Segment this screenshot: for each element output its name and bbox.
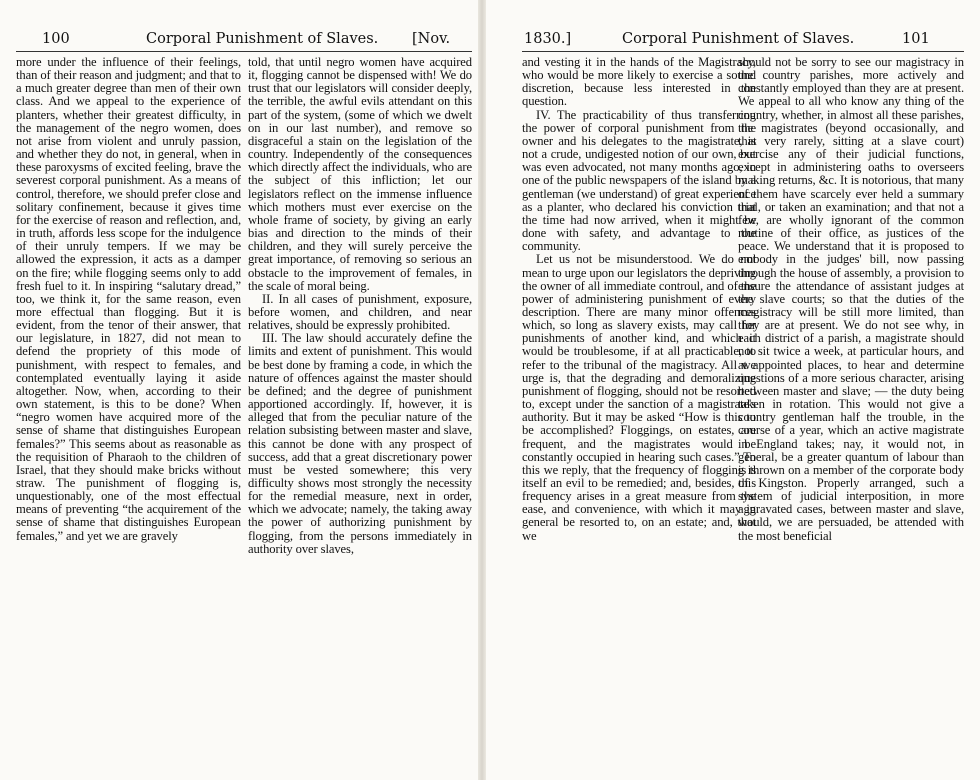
right-page-number: 101 [902,31,930,47]
right-column-1-text: and vesting it in the hands of the Magistracy, who would be more likely to exercise a sound discretion, because less interested in the question. [522,56,756,109]
right-running-title: Corporal Punishment of Slaves. [622,31,855,47]
right-column-1-paragraph-3: Let us not be misunderstood. We do not mean to urge upon our legislators the depriving the owner of all immediate controul, and of the power of administering punishment of every description. There are many minor offences which, so long as slavery exists, may call for punishments of another kind, and which it would be troublesome, if at all practicable, to refer to the tribunal of the magistracy. All we urge is, that the degrading and demoralizing punishment of flogging, should not be resorted to, except under the sanction of a magistrate's authority. But it may be asked “How is this to be accomplished? Floggings, on estates, are frequent, and the magistrates would be constantly occupied in hearing such cases.” To this we reply, that the frequency of flogging is itself an evil to be remedied; and, besides, this frequency arises in a great measure from the ease, and convenience, with which it may in general be resorted to, on an estate; and, that we [522,252,756,543]
left-header-rule [16,51,472,52]
left-column-2-paragraph-2: II. In all cases of punishment, exposure, before women, and children, and near relatives, should be expressly prohibited. [248,291,472,333]
left-column-2 [248,56,472,776]
right-header-rule [522,51,964,52]
left-running-title: Corporal Punishment of Slaves. [146,31,379,47]
left-column-1-text: more under the influence of their feelings, than of their reason and judgment; and that to a much greater degree than men of their own class. And we appeal to the experience of planters, whether their greatest difficulty, in the management of the negro women, does not arise from violent and unruly passion, and whether they do not, in general, when in these paroxysms of excited feeling, brave the severest corporal punishment. As a means of control, therefore, we should prefer close and solitary confinement, because it gives time for the exercise of reason and reflection, and, in truth, affords less scope for the indulgence of their unruly tempers. If we may be allowed the expression, it acts as a damper on the fire; while flogging seems only to add fresh fuel to it. In inspiring “salutary dread,” too, we think it, for the same reason, even more effectual than flogging. But it is evident, from the tenor of their answer, that our legislature, in 1827, did not mean to defend the propriety of this mode of punishment, with respect to females, and contemplated eventually laying it aside altogether. Now, when, according to their own statement, is this to be done? When “negro women have acquired more of the sense of shame that distinguishes European females?” This seems about as reasonable as the requisition of Pharaoh to the children of Israel, that they should make bricks without straw. The punishment of flogging is, unquestionably, one of the most effectual means of preventing “the acquirement of the sense of shame that distinguishes European females,” and yet we are gravely [16,56,241,543]
left-column-1 [16,56,241,776]
right-column-2-text: should not be sorry to see our magistracy in the country parishes, more actively and constantly employed than they are at present. We appeal to all who know any thing of the country, whether, in almost all these parishes, the magistrates (beyond occasionally, and that very rarely, sitting at a slave court) exercise any of their judicial functions, except in administering oaths to overseers making returns, &c. It is notorious, that many of them have scarcely ever held a summary trial, or taken an examination; and that not a few, are wholly ignorant of the common routine of their office, as justices of the peace. We understand that it is proposed to embody in the judges' bill, now passing through the house of assembly, a provision to ensure the attendance of assistant judges at the slave courts; so that the duties of the magistracy will be still more limited, than they are at present. We do not see why, in each district of a parish, a magistrate should not sit twice a week, at particular hours, and at appointed places, to hear and determine questions of a more serious character, arising between master and slave; — the duty being taken in rotation. This would not give a country gentleman half the trouble, in the course of a year, which an active magistrate in England takes; nay, it would not, in general, be a greater quantum of labour than is thrown on a member of the corporate body of Kingston. Properly arranged, such a system of judicial interposition, in more aggravated cases, between master and slave, would, we are persuaded, be attended with the most beneficial [738,56,964,543]
right-column-1 [522,56,756,776]
left-column-2-paragraph-3: III. The law should accurately define the limits and extent of punishment. This would be best done by framing a code, in which the nature of offences against the master should be defined; and the degree of punishment apportioned accordingly. If, however, it is alleged that from the peculiar nature of the relation subsisting between master and slave, this cannot be done with any prospect of success, add that a great discretionary power must be vested somewhere; this very difficulty shows most strongly the necessity for the remedial measure, next in order, which we advocate; namely, the taking away the power of authorizing punishment by flogging, from the persons immediately in authority over slaves, [248,331,472,556]
right-column-1-paragraph-2: IV. The practicability of thus transferring the power of corporal punishment from the owner and his delegates to the magistrate, is not a crude, undigested notion of our own, but was even advocated, not many months ago, in one of the public newspapers of the island by a gentleman (we understand) of great experience as a planter, who declared his conviction that the time had now arrived, when it might be done with safety, and advantage to the community. [522,107,756,254]
left-page-number: 100 [42,31,70,47]
left-month: [Nov. [412,31,451,47]
left-column-2-text: told, that until negro women have acquired it, flogging cannot be dispensed with! We do trust that our legislators will consider deeply, the terrible, the awful evils attendant on this part of the system, (some of which we dwelt on in our last number), and remove so disgraceful a stain on the legislation of the country. Independently of the consequences which directly affect the individuals, who are the subject of this infliction; let our legislators reflect on the immense influence which mothers must ever exercise on the whole frame of society, by giving an early bias and direction to the minds of their children, and they will surely perceive the great importance, of removing so serious an obstacle to the improvement of females, in the scale of moral being. [248,56,472,293]
book-gutter [478,0,486,780]
right-year: 1830.] [524,31,572,47]
right-column-2 [738,56,964,776]
left-page [0,0,478,780]
